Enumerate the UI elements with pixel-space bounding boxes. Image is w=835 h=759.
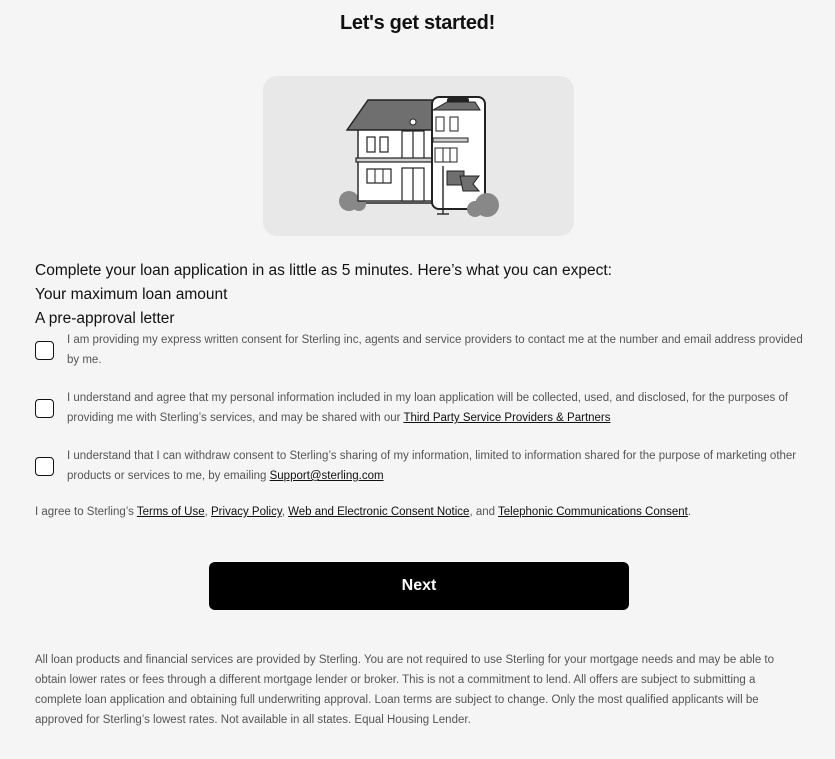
consent-personal-info-text: I understand and agree that my personal information included in my loan application will be collected, used, and disclosed, for the purposes of providing me with Sterling’s services, and may be shared with our Third Party Service Providers & Partners (67, 392, 789, 424)
terms-of-use-link[interactable]: Terms of Use (136, 506, 205, 518)
house-and-phone-illustration (263, 76, 574, 236)
consent-contact-checkbox[interactable] (35, 341, 54, 360)
legal-disclaimer: All loan products and financial services are provided by Sterling. You are not required to use Sterling for your mortgage needs and may be able to obtain lower rates or fees through a different mortgage lender or broker. This is not a commitment to lend. All offers are subject to submitting a complete loan application and obtaining full underwriting approval. Loan terms are subject to change. Only the most qualified applicants will be approved for Sterling’s lowest rates. Not available in all states. Equal Housing Lender. (35, 654, 774, 726)
intro-section (35, 259, 612, 331)
consent-contact-text: I am providing my express written consent for Sterling inc, agents and service providers to contact me at the number and email address provided by me. (67, 334, 803, 366)
consent-withdraw (35, 446, 805, 486)
support-email-link[interactable]: Support@sterling.com (269, 470, 384, 482)
privacy-policy-link[interactable]: Privacy Policy (211, 506, 282, 518)
consent-withdraw-checkbox[interactable] (35, 457, 54, 476)
hero-illustration-card (263, 76, 574, 236)
intro-lead: Complete your loan application in as little as 5 minutes. Here’s what you can expect: (35, 262, 612, 279)
next-button[interactable]: Next (209, 562, 629, 610)
expectation-item: Your maximum loan amount (35, 286, 228, 303)
consent-contact (35, 330, 805, 370)
agreement-statement: I agree to Sterling’s Terms of Use, Privacy Policy, Web and Electronic Consent Notice, and Telephonic Communications Consent. (35, 506, 692, 518)
web-consent-notice-link[interactable]: Web and Electronic Consent Notice (288, 506, 470, 518)
telephonic-consent-link[interactable]: Telephonic Communications Consent (498, 506, 688, 518)
expectation-item: A pre-approval letter (35, 310, 175, 327)
consent-personal-info-checkbox[interactable] (35, 399, 54, 418)
page-title: Let's get started! (340, 12, 495, 34)
third-party-partners-link[interactable]: Third Party Service Providers & Partners (403, 412, 611, 424)
consent-withdraw-text: I understand that I can withdraw consent to Sterling’s sharing of my information, limited to information shared for the purpose of marketing other products or services to me, by emailing Support@sterling.com (67, 450, 797, 482)
consent-personal-info (35, 388, 805, 428)
